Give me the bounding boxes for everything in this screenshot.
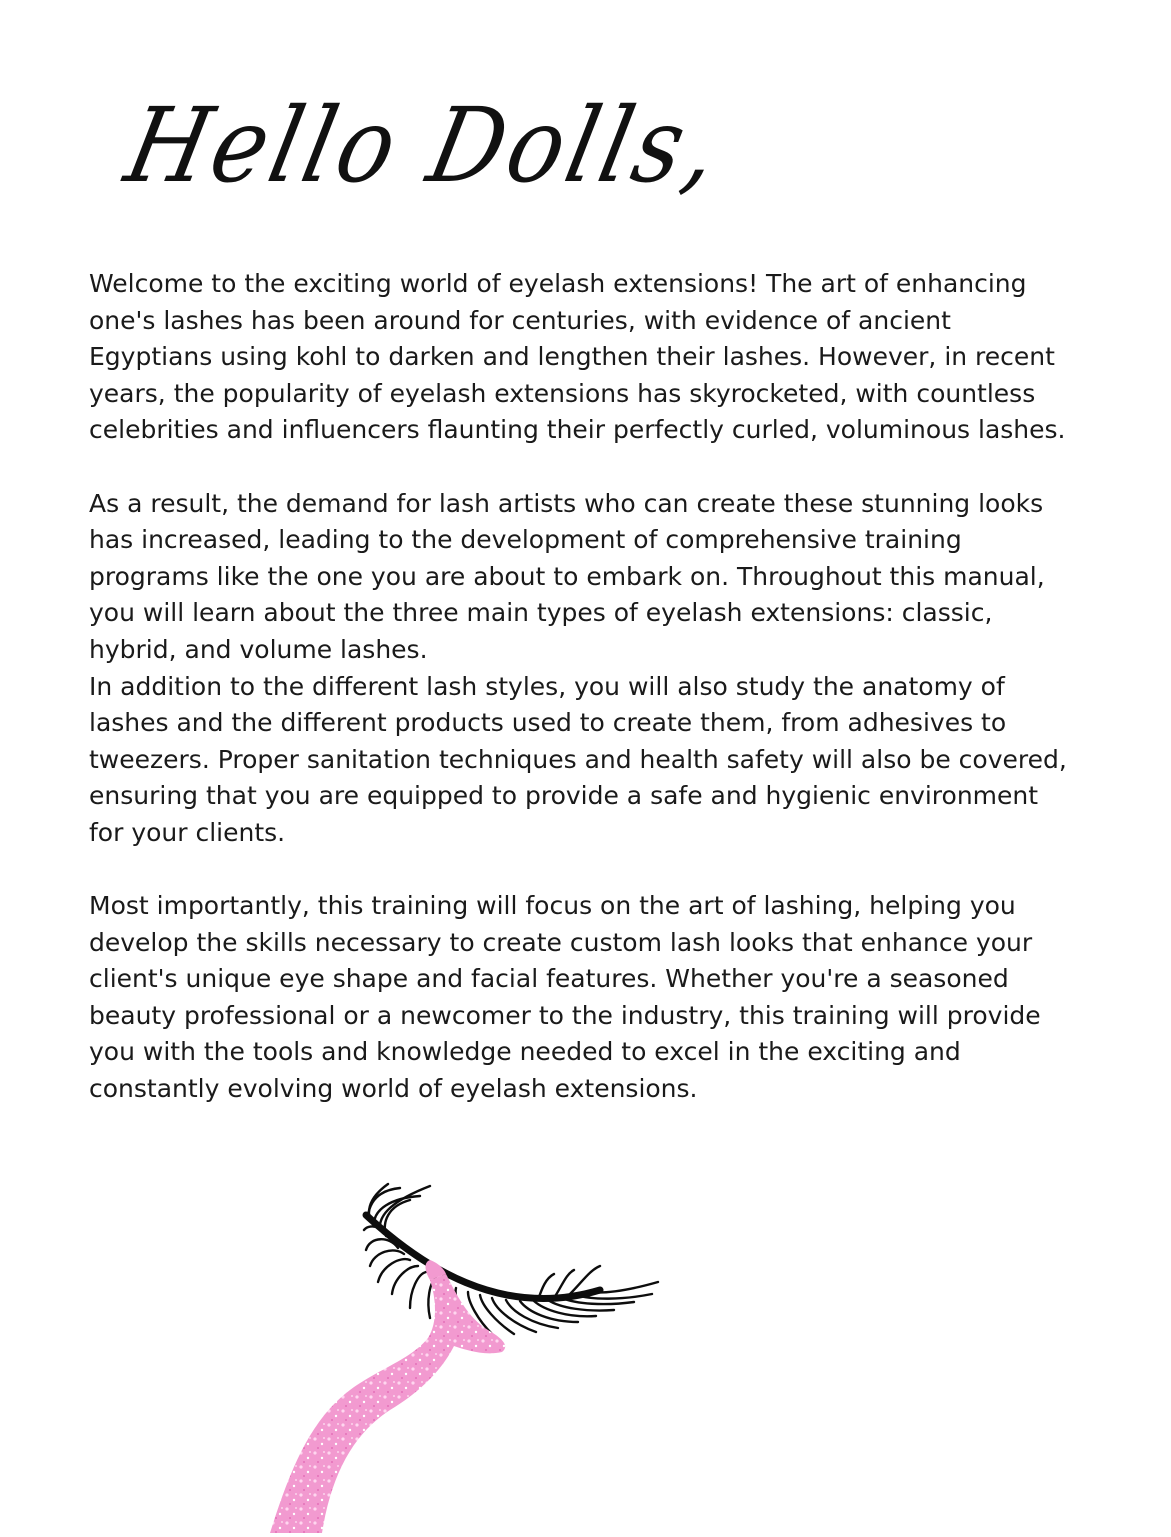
paragraph-focus: Most importantly, this training will focus on the art of lashing, helping you develop the skills necessary to create custom lash looks that enhance your client's unique eye shape and facial features. Whether you're a seasoned beauty professional or a newcomer to the industry, this training will provide you with the tools and knowledge needed to excel in the exciting and constantly evolving world of eyelash extensions.	[89, 891, 1041, 1104]
eyelash-tweezer-icon	[270, 1170, 690, 1533]
paragraph-welcome: Welcome to the exciting world of eyelash extensions! The art of enhancing one's lashes has been around for centuries, with evidence of ancient Egyptians using kohl to darken and lengthen their lashes. However, in recent years, the popularity of eyelash extensions has skyrocketed, with countless celebrities and influencers flaunting their perfectly curled, voluminous lashes.	[89, 269, 1066, 445]
lash-band	[366, 1215, 600, 1299]
page-heading: Hello Dolls,	[116, 86, 733, 206]
paragraph-gap	[89, 449, 1069, 486]
tweezer-body	[270, 1274, 505, 1533]
lash-strands	[364, 1184, 658, 1334]
paragraph-demand: As a result, the demand for lash artists who can create these stunning looks has increased, leading to the development of comprehensive training programs like the one you are about to embark on. Throughout this manual, you will learn about the three main types of eyelash extensions: classic, hybrid, and volume lashes.	[89, 488, 1045, 664]
paragraph-gap	[89, 852, 1069, 889]
paragraph-curriculum: In addition to the different lash styles, you will also study the anatomy of lashes and the different products used to create them, from adhesives to tweezers. Proper sanitation techniques and health safety will also be covered, ensuring that you are equipped to provide a safe and hygienic environment for your clients.	[89, 671, 1067, 847]
intro-text	[89, 266, 1069, 1108]
